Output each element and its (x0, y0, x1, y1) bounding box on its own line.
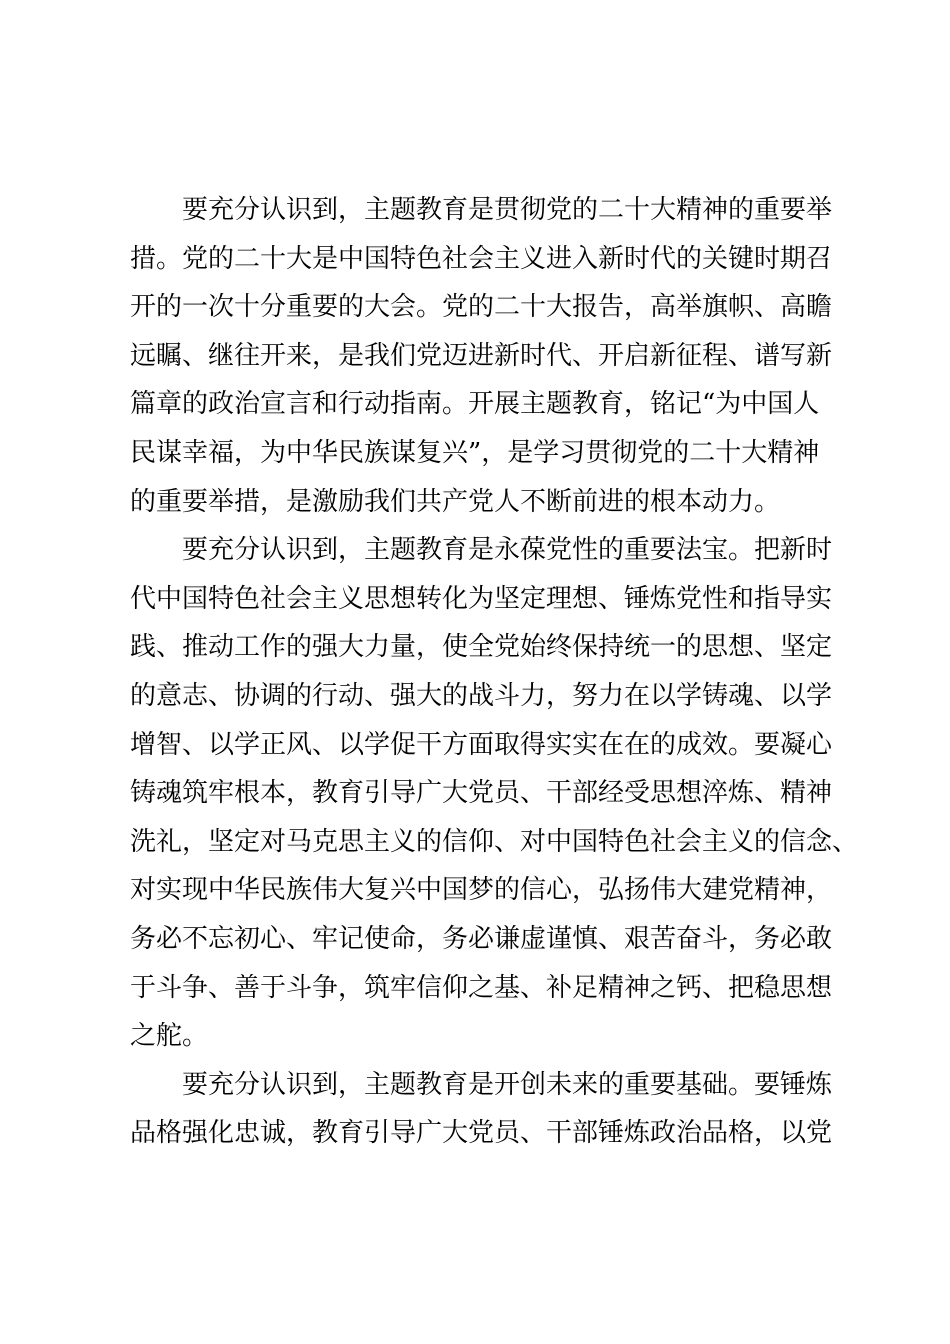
paragraph-line: 要充分认识到，主题教育是开创未来的重要基础。要锤炼 (182, 1069, 833, 1100)
paragraph-line: 品格强化忠诚，教育引导广大党员、干部锤炼政治品格，以党 (130, 1118, 833, 1149)
paragraph-line: 要充分认识到，主题教育是贯彻党的二十大精神的重要举 (182, 195, 833, 225)
paragraph-line: 之舵。 (130, 1021, 209, 1052)
paragraph-line: 于斗争、善于斗争，筑牢信仰之基、补足精神之钙、把稳思想 (130, 972, 833, 1003)
paragraph-line: 的重要举措，是激励我们共产党人不断前进的根本动力。 (130, 486, 781, 517)
paragraph-line: 的意志、协调的行动、强大的战斗力，努力在以学铸魂、以学 (130, 680, 833, 711)
paragraph-line: 务必不忘初心、牢记使命，务必谦虚谨慎、艰苦奋斗，务必敢 (130, 923, 833, 954)
paragraph-line: 践、推动工作的强大力量，使全党始终保持统一的思想、坚定 (130, 632, 833, 663)
paragraph-2 (130, 526, 859, 1061)
paragraph-line: 措。党的二十大是中国特色社会主义进入新时代的关键时期召 (130, 243, 833, 274)
paragraph-3 (130, 1061, 850, 1158)
paragraph-line: 开的一次十分重要的大会。党的二十大报告，高举旗帜、高瞻 (130, 292, 833, 323)
paragraph-line: 增智、以学正风、以学促干方面取得实实在在的成效。要凝心 (130, 729, 833, 760)
paragraph-line: 对实现中华民族伟大复兴中国梦的信心，弘扬伟大建党精神， (130, 875, 833, 906)
paragraph-line: 代中国特色社会主义思想转化为坚定理想、锤炼党性和指导实 (130, 583, 833, 614)
document-body (130, 186, 859, 1158)
paragraph-line: 民谋幸福，为中华民族谋复兴”，是学习贯彻党的二十大精神 (130, 437, 820, 468)
paragraph-line: 远瞩、继往开来，是我们党迈进新时代、开启新征程、谱写新 (130, 340, 833, 371)
paragraph-line: 洗礼，坚定对马克思主义的信仰、对中国特色社会主义的信念、 (130, 826, 859, 857)
paragraph-line: 要充分认识到，主题教育是永葆党性的重要法宝。把新时 (182, 535, 833, 566)
paragraph-line: 铸魂筑牢根本，教育引导广大党员、干部经受思想淬炼、精神 (130, 778, 833, 809)
paragraph-1 (130, 186, 850, 526)
paragraph-line: 篇章的政治宣言和行动指南。开展主题教育，铭记“为中国人 (130, 389, 820, 420)
